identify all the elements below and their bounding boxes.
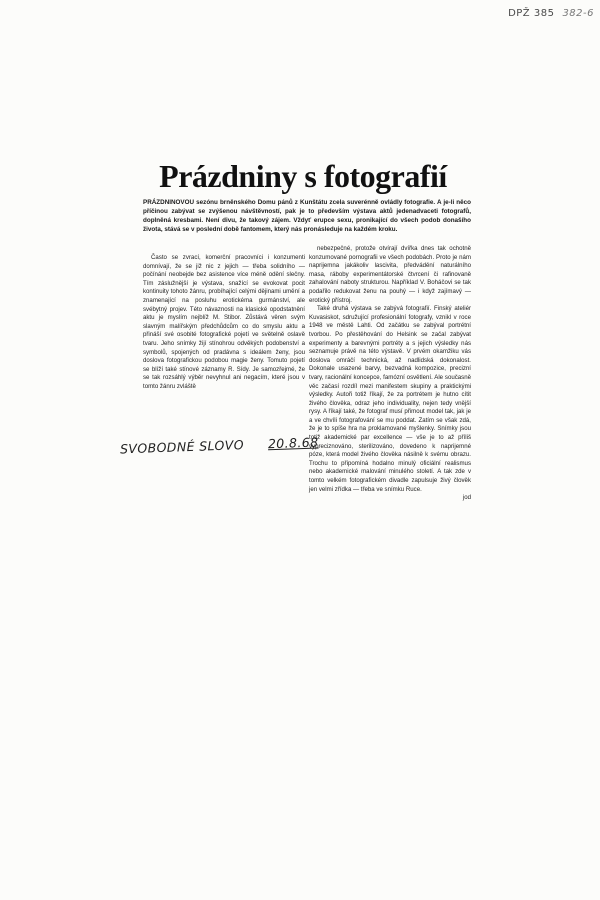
publication-name: SVOBODNÉ SLOVO	[119, 437, 245, 457]
archive-code: DPŽ 385	[508, 8, 555, 19]
pencil-note: 382-6	[562, 8, 594, 19]
archive-stamp	[508, 8, 594, 19]
paragraph: Často se zvrací, komerční pracovníci i konzumenti domnívají, že se již nic z jejich — třeba solidního — počínání neobejde bez asistence více méně odění slečny. Tím záslužnější je výstava, snažící se evokovat pocit kontinuity tohoto žánru, probíhající celými dějinami umění a znamenající na posluhu erotickéma gurmánství, ale svébytný projev. Této návaznosti na klasické opodstatnění aktu je myslím nejblíž M. Stibor. Zůstává věren svým slavným malířským předchůdcům co do smyslu aktu a přináší své osobité fotografické pojetí ve světelně oslavě tvaru. Jeho snímky žijí stínohrou odvěkých podobenství a symbolů, spojených od pradávna s ideálem ženy, jsou doslova fotografickou podobou magie ženy. Tomuto pojetí se blíží také stínové záznamy R. Sídy. Je samozřejmé, že se tak rozsáhlý výběr nevyhnul ani negacím, které jsou v tomto žánru zvláště	[143, 254, 305, 390]
paragraph: Také druhá výstava se zabývá fotografií. Finský ateliér Kuvasiskot, sdružující profesionální fotografy, vznikl v roce 1948 ve městě Lahti. Od začátku se zabýval portrétní tvorbou. Po přestěhování do Helsink se začal zabývat experimenty a barevnými portréty a s jejich výsledky nás seznamuje právě na této výstavě. V prvém okamžiku vás doslova omráčí technická, až nadlidská dokonalost. Dokonale usazené barvy, bezvadná kompozice, precizní tvary, racionální koncepce, famózní osvětlení. Ale současně věc začasí rozdíl mezi manifestem skupiny a praktickými výsledky. Autoři totiž říkají, že za portrétem je hutno cítit živého člověka, odraz jeho individuality, nejen tedy vnější rysy. A říkají také, že fotograf musí přimout model tak, jak je a ve chvíli fotografování se mu poddat. Zatím se však zdá, že je to spíše hra na proklamované myšlenky. Snímky jsou totiž akademické par excellence — vše je to až příliš vypreciznováno, sterilizováno, dovedeno k naprijemné póze, která model živého člověka násilně k svému obrazu. Trochu to připomíná hodalno minulý oficiální realismus nebo akademické malování minulého století. A tak zde v tomto velkém fotografickém divadle zapulsuje živý člověk jen velmi zřídka — třeba ve snímku Ruce.	[309, 305, 471, 493]
publication-date: 20.8.68	[267, 434, 319, 452]
author-signature: jod	[462, 494, 471, 502]
newspaper-clipping	[143, 152, 473, 602]
article-column-right	[309, 245, 471, 595]
article-title: Prázdniny s fotografií	[159, 158, 447, 194]
article-lead: PRÁZDNINOVOU sezónu brněnského Domu pánů z Kunštátu zcela suverénně ovládly fotografie. A je-li něco příčinou zabývat se zvýšenou návštěvností, pak je to především výstava aktů jedenadvaceti fotografů, doplněná kresbami. Není divu, že takový zájem. Vždyť erupce sexu, pronikající do všech podob donašího života, stává se v poslední době fantomem, který nás pronásleduje na každém kroku.	[143, 199, 471, 233]
paragraph: nebezpečné, protože otvírají dvířka dnes tak ochotně konzumované pornografii ve všech podobách. Proto je nám naprijemna jakákoliv lascivita, předvádění naturálního masa, ráboby experimentátorské čtvrcení či rafinovaně zahalování naboty strukturou. Například V. Boháčovi se tak podařilo redukovat ženu na pouhý — i když zajímavý — erotický přístroj.	[309, 245, 471, 304]
